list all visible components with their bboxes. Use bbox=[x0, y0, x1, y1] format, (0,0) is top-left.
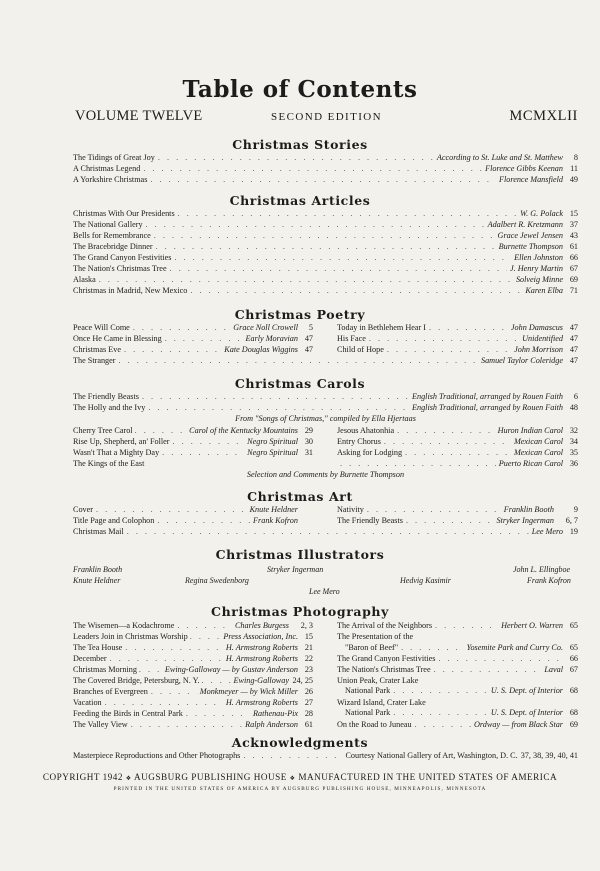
acknowledgments-heading: Acknowledgments bbox=[231, 735, 369, 750]
entry-author: Florence Mansfield bbox=[498, 175, 563, 184]
carols-entry bbox=[73, 437, 313, 447]
illustrator-name: Frank Kofron bbox=[527, 576, 571, 585]
entry-title: Alaska bbox=[73, 275, 96, 284]
entry-author: Franklin Booth bbox=[503, 505, 554, 514]
leader-dots bbox=[174, 253, 511, 263]
leader-dots bbox=[158, 153, 434, 163]
leader-dots bbox=[156, 242, 496, 252]
entry-author: Press Association, Inc. bbox=[223, 632, 298, 641]
entry-page: 21 bbox=[304, 643, 313, 652]
photo-entry bbox=[73, 676, 313, 686]
entry-title: Branches of Evergreen bbox=[73, 687, 148, 696]
entry-title: Title Page and Colophon bbox=[73, 516, 155, 525]
entry-title: The Holly and the Ivy bbox=[73, 403, 146, 412]
leader-dots bbox=[148, 403, 409, 413]
entry-title: The Nation's Christmas Tree bbox=[73, 264, 167, 273]
entry-title: A Yorkshire Christmas bbox=[73, 175, 148, 184]
art-entry bbox=[73, 516, 313, 526]
entry-title: Cherry Tree Carol bbox=[73, 426, 133, 435]
leader-dots bbox=[99, 275, 513, 285]
entry-page: 6, 7 bbox=[565, 516, 578, 525]
leader-dots bbox=[110, 654, 223, 664]
carols-entry bbox=[337, 448, 578, 458]
entry-page: 61 bbox=[304, 720, 313, 729]
entry-author: H. Armstrong Roberts bbox=[225, 654, 298, 663]
entry-title: Leaders Join in Christmas Worship bbox=[73, 632, 188, 641]
leader-dots bbox=[151, 687, 197, 697]
entry-title: December bbox=[73, 654, 107, 663]
entry-page: 26 bbox=[304, 687, 313, 696]
entry-title: Feeding the Birds in Central Park bbox=[73, 709, 183, 718]
leader-dots bbox=[146, 220, 485, 230]
entry-page: 8 bbox=[573, 153, 578, 162]
copyright-text: COPYRIGHT 1942 bbox=[42, 772, 123, 782]
entry-title: The Valley View bbox=[73, 720, 128, 729]
articles-entry bbox=[73, 286, 578, 296]
entry-page: 34 bbox=[569, 437, 578, 446]
leader-dots bbox=[105, 698, 223, 708]
entry-page: 47 bbox=[304, 334, 313, 343]
photography-heading: Christmas Photography bbox=[211, 604, 389, 619]
art-entry bbox=[73, 505, 313, 515]
photo-entry bbox=[73, 665, 313, 675]
photo-entry bbox=[345, 708, 578, 718]
entry-title: Christmas Eve bbox=[73, 345, 121, 354]
copyright-line bbox=[0, 772, 600, 782]
leader-dots bbox=[150, 175, 496, 185]
photo-entry-title: Wizard Island, Crater Lake bbox=[337, 698, 426, 707]
entry-page: 29 bbox=[304, 426, 313, 435]
photo-entry bbox=[345, 643, 578, 653]
entry-page: 65 bbox=[569, 621, 578, 630]
page-title: Table of Contents bbox=[182, 76, 418, 103]
selection-note: Selection and Comments by Burnette Thompson bbox=[246, 470, 405, 479]
entry-author: Huron Indian Carol bbox=[497, 426, 563, 435]
entry-title: Wasn't That a Mighty Day bbox=[73, 448, 160, 457]
stories-entry bbox=[73, 164, 578, 174]
entry-author: Grace Noll Crowell bbox=[233, 323, 298, 332]
articles-entry bbox=[73, 220, 578, 230]
edition-label: SECOND EDITION bbox=[271, 111, 382, 123]
entry-page: 19 bbox=[569, 527, 578, 536]
photo-entry bbox=[73, 698, 313, 708]
photo-entry bbox=[73, 687, 313, 697]
entry-page: 69 bbox=[569, 275, 578, 284]
entry-title: Today in Bethlehem Hear I bbox=[337, 323, 427, 332]
entry-title: Nativity bbox=[337, 505, 364, 514]
entry-author: W. G. Polack bbox=[520, 209, 563, 218]
photo-entry bbox=[337, 720, 578, 730]
entry-author: Ewing-Galloway bbox=[233, 676, 289, 685]
entry-author: Mexican Carol bbox=[513, 448, 563, 457]
entry-author: Stryker Ingerman bbox=[496, 516, 554, 525]
entry-title: Masterpiece Reproductions and Other Photographs bbox=[73, 751, 241, 760]
volume-row bbox=[75, 108, 578, 124]
leader-dots bbox=[384, 437, 511, 447]
entry-author: Solveig Minne bbox=[515, 275, 563, 284]
entry-title: Bells for Remembrance bbox=[73, 231, 151, 240]
entry-author: Unidentified bbox=[522, 334, 563, 343]
entry-author: Grace Jewel Jensen bbox=[497, 231, 563, 240]
publisher-text: AUGSBURG PUBLISHING HOUSE bbox=[133, 772, 287, 782]
entry-title: The Friendly Beasts bbox=[73, 392, 139, 401]
entry-author: Samuel Taylor Coleridge bbox=[480, 356, 563, 365]
acknowledgments-entry bbox=[73, 751, 578, 761]
entry-page: 49 bbox=[569, 175, 578, 184]
illustrator-name: Regina Swedenborg bbox=[185, 576, 249, 585]
entry-page: 68 bbox=[569, 686, 578, 695]
entry-pages: 37, 38, 39, 40, 41 bbox=[520, 751, 578, 760]
entry-title: Cover bbox=[73, 505, 94, 514]
entry-author: Lee Mero bbox=[531, 527, 563, 536]
entry-author: Negro Spiritual bbox=[247, 437, 298, 446]
photo-entry bbox=[73, 709, 313, 719]
leader-dots bbox=[190, 632, 222, 642]
leader-dots bbox=[190, 286, 522, 296]
entry-title: Christmas With Our Presidents bbox=[73, 209, 175, 218]
entry-author: Laval bbox=[544, 665, 563, 674]
carols-entry bbox=[73, 426, 313, 436]
ornament-icon: ❖ bbox=[125, 776, 132, 782]
carols-heading: Christmas Carols bbox=[234, 376, 366, 391]
leader-dots bbox=[139, 665, 163, 675]
leader-dots bbox=[243, 751, 342, 761]
entry-title: The Tidings of Great Joy bbox=[73, 153, 155, 162]
entry-title: Christmas Morning bbox=[73, 665, 137, 674]
entry-title: The Nation's Christmas Tree bbox=[337, 665, 431, 674]
photo-entry bbox=[73, 720, 313, 730]
photo-entry bbox=[345, 686, 578, 696]
entry-author: Ralph Anderson bbox=[245, 720, 298, 729]
entry-title: Peace Will Come bbox=[73, 323, 130, 332]
entry-title: The National Gallery bbox=[73, 220, 143, 229]
entry-author: English Traditional, arranged by Rouen Faith bbox=[411, 392, 563, 401]
entry-page: 9 bbox=[573, 505, 578, 514]
leader-dots bbox=[393, 686, 488, 696]
carols-entry bbox=[337, 426, 578, 436]
poetry-entry bbox=[73, 323, 313, 333]
leader-dots bbox=[178, 209, 517, 219]
entry-credit: Courtesy National Gallery of Art, Washington, D. C. bbox=[345, 751, 518, 760]
carols-entry bbox=[73, 403, 578, 413]
entry-author: Karen Elba bbox=[525, 286, 563, 295]
entry-page: 32 bbox=[569, 426, 578, 435]
entry-author: Early Moravian bbox=[245, 334, 298, 343]
leader-dots bbox=[173, 437, 245, 447]
leader-dots bbox=[135, 426, 188, 436]
leader-dots bbox=[131, 720, 242, 730]
entry-page: 47 bbox=[569, 334, 578, 343]
entry-author: J. Henry Martin bbox=[510, 264, 563, 273]
leader-dots bbox=[393, 708, 488, 718]
entry-author: John Damascus bbox=[510, 323, 563, 332]
photo-entry bbox=[73, 643, 313, 653]
entry-title: Christmas Mail bbox=[73, 527, 124, 536]
poetry-heading: Christmas Poetry bbox=[234, 307, 366, 322]
entry-author: Yosemite Park and Curry Co. bbox=[466, 643, 563, 652]
leader-dots bbox=[170, 264, 507, 274]
illustrator-name: Hedvig Kasimir bbox=[400, 576, 451, 585]
leader-dots bbox=[387, 345, 511, 355]
entry-author: U. S. Dept. of Interior bbox=[490, 708, 563, 717]
illustrator-name: Stryker Ingerman bbox=[267, 565, 324, 574]
entry-page: 66 bbox=[569, 654, 578, 663]
entry-page: 36 bbox=[569, 459, 578, 468]
illustrators-heading: Christmas Illustrators bbox=[215, 547, 385, 562]
poetry-entry bbox=[73, 334, 313, 344]
leader-dots bbox=[401, 643, 464, 653]
entry-author: English Traditional, arranged by Rouen Faith bbox=[411, 403, 563, 412]
entry-title: On the Road to Juneau bbox=[337, 720, 412, 729]
art-entry bbox=[73, 527, 578, 537]
carols-entry bbox=[337, 437, 578, 447]
illustrator-name: John L. Ellingboe bbox=[513, 565, 571, 574]
entry-page: 30 bbox=[304, 437, 313, 446]
leader-dots bbox=[157, 516, 250, 526]
entry-title: Jesous Ahatonhia bbox=[337, 426, 395, 435]
entry-page: 68 bbox=[569, 708, 578, 717]
leader-dots bbox=[186, 709, 250, 719]
leader-dots bbox=[340, 459, 496, 469]
entry-title: The Grand Canyon Festivities bbox=[337, 654, 436, 663]
leader-dots bbox=[127, 527, 529, 537]
entry-title: The Wisemen—a Kodachrome bbox=[73, 621, 175, 630]
entry-page: 27 bbox=[304, 698, 313, 707]
entry-title: The Grand Canyon Festivities bbox=[73, 253, 172, 262]
entry-author: Frank Kofron bbox=[253, 516, 298, 525]
photo-entry bbox=[73, 621, 313, 631]
illustrator-name: Knute Heldner bbox=[73, 576, 121, 585]
ornament-icon: ❖ bbox=[289, 776, 296, 782]
poetry-entry bbox=[73, 345, 313, 355]
carols-entry-title: The Kings of the East bbox=[73, 459, 145, 468]
leader-dots bbox=[397, 426, 495, 436]
leader-dots bbox=[415, 720, 471, 730]
stories-heading: Christmas Stories bbox=[232, 137, 368, 152]
entry-page: 5 bbox=[308, 323, 313, 332]
entry-author: Herbert O. Warren bbox=[501, 621, 563, 630]
entry-author: U. S. Dept. of Interior bbox=[490, 686, 563, 695]
leader-dots bbox=[438, 654, 560, 664]
entry-title: National Park bbox=[345, 708, 391, 717]
entry-author: H. Armstrong Roberts bbox=[225, 643, 298, 652]
entry-page: 31 bbox=[304, 448, 313, 457]
carols-entry bbox=[337, 459, 578, 469]
entry-title: The Bracebridge Dinner bbox=[73, 242, 153, 251]
leader-dots bbox=[125, 643, 223, 653]
leader-dots bbox=[405, 448, 511, 458]
entry-author: Florence Gibbs Keenan bbox=[485, 164, 563, 173]
printed-line: PRINTED IN THE UNITED STATES OF AMERICA BY AUGSBURG PUBLISHING HOUSE, MINNEAPOLIS, MINNESOTA bbox=[113, 786, 487, 792]
carols-entry bbox=[73, 392, 578, 402]
entry-author: Ewing-Galloway — by Gustav Anderson bbox=[164, 665, 298, 674]
entry-page: 35 bbox=[569, 448, 578, 457]
leader-dots bbox=[434, 665, 542, 675]
songs-note: From "Songs of Christmas," compiled by Ella Hjertaas bbox=[235, 414, 416, 423]
entry-author: John Morrison bbox=[514, 345, 563, 354]
entry-page: 47 bbox=[304, 345, 313, 354]
illustrator-name: Franklin Booth bbox=[73, 565, 123, 574]
year-label: MCMXLII bbox=[509, 108, 578, 124]
photo-entry bbox=[73, 654, 313, 664]
entry-page: 37 bbox=[569, 220, 578, 229]
photo-entry bbox=[73, 632, 313, 642]
entry-title: Rise Up, Shepherd, an' Foller bbox=[73, 437, 170, 446]
leader-dots bbox=[124, 345, 221, 355]
entry-page: 65 bbox=[569, 643, 578, 652]
entry-title: "Baron of Beef" bbox=[345, 643, 399, 652]
entry-title: Child of Hope bbox=[337, 345, 384, 354]
entry-title: Once He Came in Blessing bbox=[73, 334, 162, 343]
leader-dots bbox=[429, 323, 508, 333]
art-entry bbox=[337, 505, 578, 515]
poetry-entry bbox=[337, 323, 578, 333]
entry-title: The Tea House bbox=[73, 643, 123, 652]
entry-page: 23 bbox=[304, 665, 313, 674]
articles-entry bbox=[73, 242, 578, 252]
entry-title: The Arrival of the Neighbors bbox=[337, 621, 433, 630]
entry-author: Kate Douglas Wiggins bbox=[224, 345, 298, 354]
entry-author: Adalbert R. Kretzmann bbox=[487, 220, 563, 229]
entry-page: 15 bbox=[569, 209, 578, 218]
poetry-entry bbox=[73, 356, 578, 366]
art-heading: Christmas Art bbox=[247, 489, 353, 504]
entry-author: H. Armstrong Roberts bbox=[225, 698, 298, 707]
articles-entry bbox=[73, 209, 578, 219]
art-entry bbox=[337, 516, 578, 526]
articles-heading: Christmas Articles bbox=[229, 193, 371, 208]
entry-page: 43 bbox=[569, 231, 578, 240]
entry-title: Christmas in Madrid, New Mexico bbox=[73, 286, 188, 295]
entry-page: 61 bbox=[569, 242, 578, 251]
stories-entry bbox=[73, 175, 578, 185]
photo-entry-title: Union Peak, Crater Lake bbox=[337, 676, 419, 685]
articles-entry bbox=[73, 264, 578, 274]
entry-page: 28 bbox=[304, 709, 313, 718]
entry-author: Monkmeyer — by Wick Miller bbox=[199, 687, 298, 696]
leader-dots bbox=[406, 516, 494, 526]
entry-page: 67 bbox=[569, 264, 578, 273]
entry-page: 47 bbox=[569, 356, 578, 365]
photo-entry bbox=[337, 665, 578, 675]
poetry-entry bbox=[337, 345, 578, 355]
entry-page: 24, 25 bbox=[292, 676, 313, 685]
entry-page: 2, 3 bbox=[300, 621, 313, 630]
entry-author: Ordway — from Black Star bbox=[474, 720, 563, 729]
leader-dots bbox=[162, 448, 244, 458]
entry-author: Mexican Carol bbox=[513, 437, 563, 446]
entry-page: 15 bbox=[304, 632, 313, 641]
entry-title: The Friendly Beasts bbox=[337, 516, 403, 525]
entry-author: Negro Spiritual bbox=[247, 448, 298, 457]
entry-title: A Christmas Legend bbox=[73, 164, 141, 173]
entry-title: Vacation bbox=[73, 698, 102, 707]
entry-author: Rathenau-Pix bbox=[252, 709, 298, 718]
entry-page: 22 bbox=[304, 654, 313, 663]
entry-page: 71 bbox=[569, 286, 578, 295]
entry-page: 47 bbox=[569, 323, 578, 332]
leader-dots bbox=[177, 621, 232, 631]
leader-dots bbox=[142, 392, 409, 402]
carols-entry bbox=[73, 448, 313, 458]
leader-dots bbox=[119, 356, 478, 366]
entry-title: His Face bbox=[337, 334, 366, 343]
photo-entry-title: The Presentation of the bbox=[337, 632, 414, 641]
manufactured-text: MANUFACTURED IN THE UNITED STATES OF AMERICA bbox=[298, 772, 558, 782]
entry-title: The Stranger bbox=[73, 356, 116, 365]
volume-label: VOLUME TWELVE bbox=[75, 108, 203, 124]
articles-entry bbox=[73, 253, 578, 263]
leader-dots bbox=[435, 621, 498, 631]
leader-dots bbox=[154, 231, 495, 241]
entry-author: Burnette Thompson bbox=[498, 242, 563, 251]
entry-page: 48 bbox=[569, 403, 578, 412]
illustrator-name: Lee Mero bbox=[309, 587, 340, 596]
leader-dots bbox=[165, 334, 243, 344]
leader-dots bbox=[96, 505, 247, 515]
poetry-entry bbox=[337, 334, 578, 344]
entry-author: Charles Burgess bbox=[234, 621, 289, 630]
leader-dots bbox=[143, 164, 482, 174]
entry-title: National Park bbox=[345, 686, 391, 695]
entry-author: According to St. Luke and St. Matthew bbox=[436, 153, 563, 162]
stories-entry bbox=[73, 153, 578, 163]
entry-page: 66 bbox=[569, 253, 578, 262]
entry-page: 69 bbox=[569, 720, 578, 729]
entry-author: Ellen Johnston bbox=[514, 253, 563, 262]
articles-entry bbox=[73, 275, 578, 285]
entry-author: Knute Heldner bbox=[249, 505, 298, 514]
entry-page: 47 bbox=[569, 345, 578, 354]
entry-page: 67 bbox=[569, 665, 578, 674]
entry-title: The Covered Bridge, Petersburg, N. Y. bbox=[73, 676, 200, 685]
entry-page: 6 bbox=[573, 392, 578, 401]
leader-dots bbox=[369, 334, 519, 344]
entry-author: Carol of the Kentucky Mountains bbox=[189, 426, 298, 435]
entry-title: Entry Chorus bbox=[337, 437, 381, 446]
articles-entry bbox=[73, 231, 578, 241]
leader-dots bbox=[133, 323, 230, 333]
entry-title: Asking for Lodging bbox=[337, 448, 403, 457]
leader-dots bbox=[202, 676, 232, 686]
photo-entry bbox=[337, 654, 578, 664]
entry-page: 11 bbox=[570, 164, 578, 173]
leader-dots bbox=[367, 505, 501, 515]
entry-author: Puerto Rican Carol bbox=[498, 459, 563, 468]
photo-entry bbox=[337, 621, 578, 631]
